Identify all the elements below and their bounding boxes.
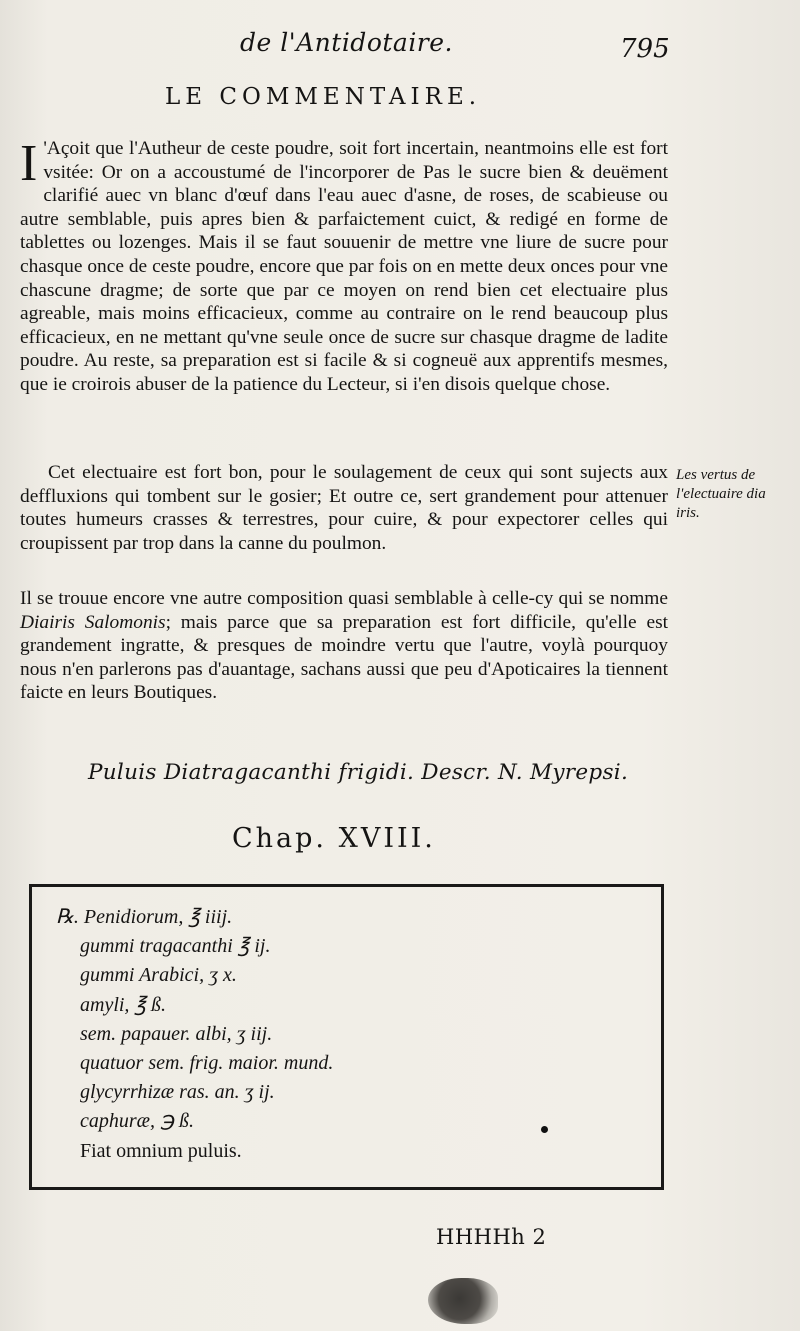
recipe-list: [56, 903, 333, 1166]
paragraph-3-text-b: ; mais parce que sa preparation est fort difficile, qu'elle est grandement ingratte, & presques de moindre vertu que l'autre, voylà pourquoy nous n'en parlerons pas d'auantage, sachans aussi que peu d'Apoticaires la tiennent faicte en leurs Boutiques.: [20, 611, 668, 704]
signature-mark: HHHHh 2: [436, 1225, 547, 1249]
drop-cap: I: [20, 135, 38, 192]
recipe-line: sem. papauer. albi, ʒ iij.: [80, 1022, 273, 1045]
margin-note: Les vertus de l'electuaire dia iris.: [676, 467, 766, 521]
recipe-line: Fiat omnium puluis.: [80, 1139, 242, 1162]
ink-stain: [428, 1278, 498, 1324]
paragraph-1: [20, 137, 668, 397]
chapter-heading: Chap. XVIII.: [232, 823, 436, 854]
recipe-line: ℞. Penidiorum, ℥ iiij.: [56, 906, 233, 928]
paragraph-3-text-a: Il se trouue encore vne autre composition quasi semblable à celle-cy qui se nomme: [20, 588, 668, 609]
paragraph-3-name: Diairis Salomonis: [20, 611, 166, 633]
paragraph-1-text: 'Açoit que l'Autheur de ceste poudre, soit fort incertain, neantmoins elle est fort vsitée: Or on a accoustumé de l'incorporer de Pas le sucre bien & deuëment clarifié auec vn blanc d'œuf dans l'eau auec d'asne, de roses, de scabieuse ou autre semblable, puis apres bien & parfaictement cuict, & redigé en forme de tablettes ou lozenges. Mais il se faut souuenir de mettre vne liure de sucre pour chasque once de ceste poudre, encore que par fois on en mette deux onces pour vne chascune dragme; de sorte que par ce moyen on rend bien cet electuaire plus agreable, mais moins efficacieux, comme au contraire on le rend beaucoup plus efficacieux, en ne mettant qu'vne seule once de sucre sur chasque dragme de ladite poudre. Au reste, sa preparation est si facile & si cogneuë aux apprentifs mesmes, que ie croirois abuser de la patience du Lecteur, si i'en disois quelque chose.: [20, 138, 668, 395]
paragraph-2: Cet electuaire est fort bon, pour le soulagement de ceux qui sont sujects aux deffluxions qui tombent sur le gosier; Et outre ce, sert grandement pour attenuer toutes humeurs crasses & terrestres, pour cuire, & pour expectorer celles qui croupissent par trop dans la canne du poulmon.: [20, 462, 668, 554]
page-number: 795: [620, 34, 670, 64]
recipe-line: quatuor sem. frig. maior. mund.: [80, 1052, 334, 1075]
running-head: de l'Antidotaire.: [240, 28, 454, 57]
recipe-line: glycyrrhizæ ras. an. ʒ ij.: [80, 1081, 275, 1104]
recipe-title: Puluis Diatragacanthi frigidi. Descr. N. Myrepsi.: [88, 760, 629, 785]
recipe-line: amyli, ℥ ß.: [80, 993, 166, 1016]
section-title: LE COMMENTAIRE.: [165, 84, 482, 110]
recipe-line: gummi Arabici, ʒ x.: [80, 964, 237, 987]
paragraph-3: [20, 587, 668, 705]
recipe-line: caphuræ, ℈ ß.: [80, 1110, 194, 1133]
ink-dot: [541, 1126, 548, 1133]
recipe-line: gummi tragacanthi ℥ ij.: [80, 935, 271, 958]
